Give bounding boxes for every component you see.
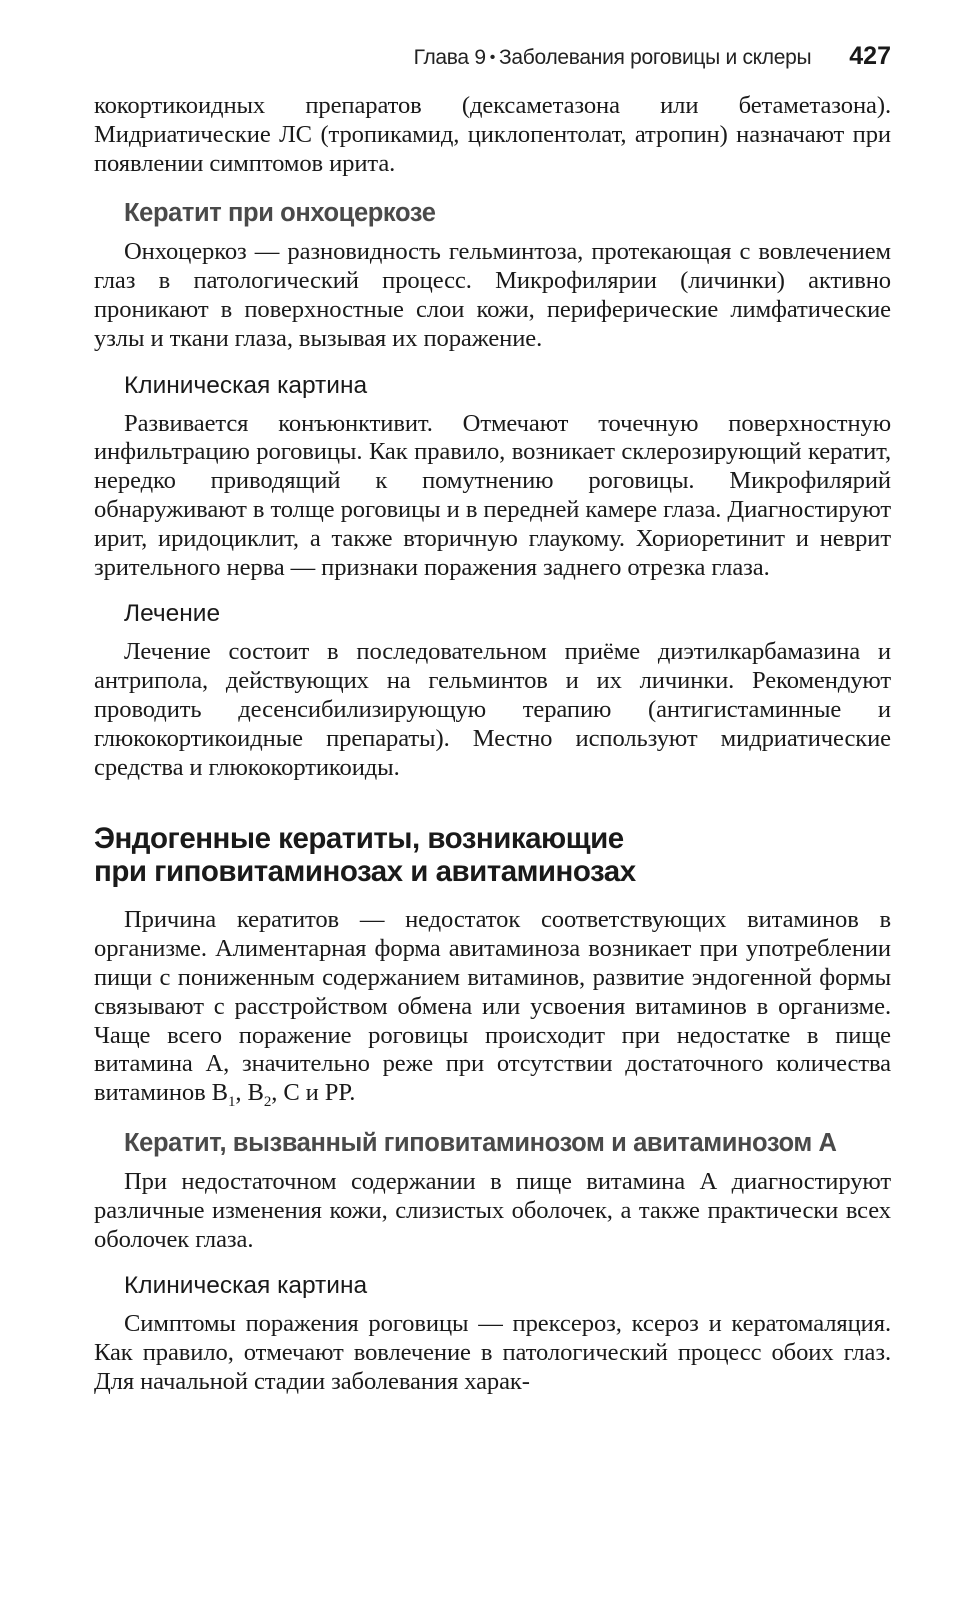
section-heading-line-1: Эндогенные кератиты, возникающие — [94, 822, 624, 856]
subheading-treatment: Лечение — [124, 600, 221, 628]
paragraph-continuation: кокортикоидных препаратов (дексаметазона или бетаметазона). Мидриатические ЛС (тропикамид, циклопентолат, атропин) назначают при появлении симптомов ирита. — [94, 92, 891, 177]
subheading-vitamin-a-keratitis: Кератит, вызванный гиповитаминозом и авитаминозом А — [124, 1128, 837, 1157]
section-heading-endogenous-keratitis — [94, 822, 891, 888]
subscript-1: 1 — [228, 1094, 236, 1111]
subheading-clinical-picture-2: Клиническая картина — [124, 1272, 368, 1300]
paragraph-onchocerciasis: Онхоцеркоз — разновидность гельминтоза, протекающая с вовлечением глаз в патологический процесс. Микрофилярии (личинки) активно проникают в поверхностные слои кожи, периферические лимфатические узлы и ткани глаза, вызывая их поражение. — [94, 238, 891, 352]
paragraph-vitamin-end: , C и PP. — [271, 1079, 356, 1107]
subheading-onchocerciasis-keratitis: Кератит при онхоцеркозе — [124, 199, 436, 228]
subscript-2: 2 — [263, 1094, 272, 1111]
paragraph-vitamin-deficiency — [94, 906, 891, 1111]
paragraph-treatment: Лечение состоит в последовательном приёме диэтилкарбамазина и антрипола, действующих на гельминтов и их личинки. Рекомендуют проводить десенсибилизирующую терапию (антигистаминные и глюкокортикоидные препараты). Местно используют мидриатические средства и глюкокортикоиды. — [94, 638, 891, 781]
paragraph-vitamin-text: Причина кератитов — недостаток соответствующих витаминов в организме. Алиментарная форма авитаминоза возникает при употреблении пищи с пониженным содержанием витаминов, развитие эндогенной формы связывают с расстройством обмена или усвоения витаминов в организме. Чаще всего поражение роговицы происходит при недостатке в пище витамина А, значительно реже при отсутствии достаточного количества витаминов B — [94, 906, 891, 1107]
subheading-clinical-picture-1: Клиническая картина — [124, 371, 368, 399]
header-bullet: • — [489, 49, 496, 66]
page-number: 427 — [849, 42, 891, 70]
running-header — [94, 42, 891, 86]
paragraph-clinical-picture-1: Развивается конъюнктивит. Отмечают точечную поверхностную инфильтрацию роговицы. Как правило, возникает склерозирующий кератит, нередко приводящий к помутнению роговицы. Микрофилярий обнаруживают в толще роговицы и в передней камере глаза. Диагностируют ирит, иридоциклит, а также вторичную глаукому. Хориоретинит и неврит зрительного нерва — признаки поражения заднего отрезка глаза. — [94, 409, 891, 581]
header-chapter-title: Заболевания роговицы и склеры — [499, 46, 812, 69]
paragraph-vitamin-mid: , B — [235, 1079, 264, 1107]
section-heading-line-2: при гиповитаминозах и авитаминозах — [94, 855, 636, 889]
header-chapter: Глава 9 — [413, 46, 486, 69]
paragraph-vitamin-a: При недостаточном содержании в пище витамина А диагностируют различные изменения кожи, слизистых оболочек, а также практически всех оболочек глаза. — [94, 1167, 891, 1253]
paragraph-clinical-picture-2: Симптомы поражения роговицы — прексероз, ксероз и кератомаляция. Как правило, отмечают вовлечение в патологический процесс обоих глаз. Для начальной стадии заболевания харак- — [94, 1310, 891, 1395]
